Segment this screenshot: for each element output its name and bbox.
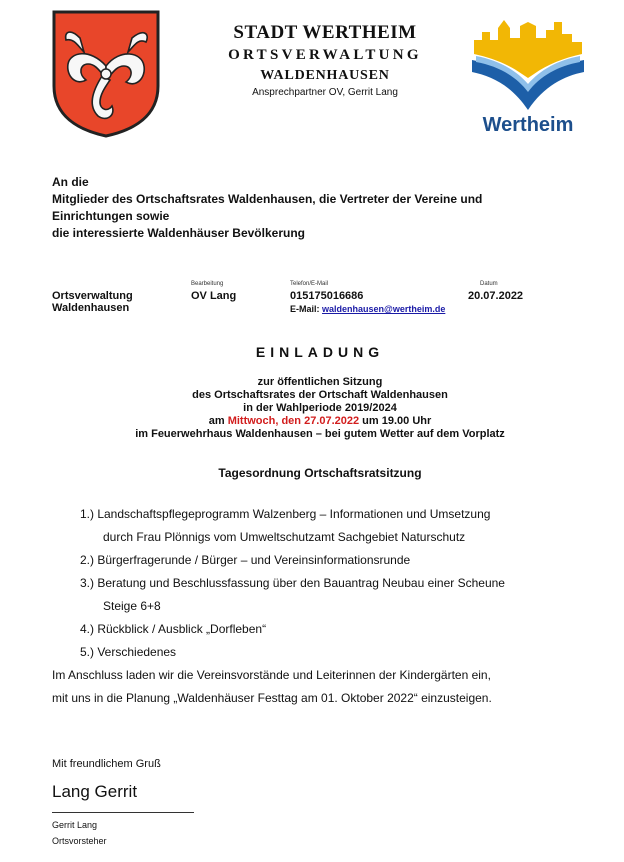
email-link[interactable]: waldenhausen@wertheim.de [322, 304, 446, 314]
org-block [52, 290, 133, 314]
address-line: Mitglieder des Ortschaftsrates Waldenhausen, die Vertreter der Vereine und [52, 192, 483, 206]
invitation-line: zur öffentlichen Sitzung [257, 376, 383, 388]
bearbeitung-value: OV Lang [191, 290, 237, 302]
wertheim-castle-icon [468, 12, 588, 112]
agenda-item: 1.) Landschaftspflegeprogramm Walzenberg – Informationen und Umsetzung [80, 507, 491, 521]
email-label: E-Mail: [290, 304, 320, 314]
invitation-title: EINLADUNG [255, 344, 385, 360]
address-block [52, 174, 482, 242]
date-suffix: um 19.00 Uhr [359, 415, 432, 427]
signature: Lang Gerrit [52, 782, 138, 801]
address-line: Einrichtungen sowie [52, 209, 170, 223]
wertheim-logo-text: Wertheim [482, 114, 574, 136]
agenda-item: 5.) Verschiedenes [80, 645, 177, 659]
agenda-item-cont: Steige 6+8 [103, 599, 161, 613]
header-village: WALDENHAUSEN [260, 68, 390, 83]
signature-line [52, 812, 194, 813]
telefon-label: Telefon/E-Mail [290, 281, 329, 287]
bearbeitung-label: Bearbeitung [191, 281, 224, 287]
agenda-item: 2.) Bürgerfragerunde / Bürger – und Vereinsinformationsrunde [80, 553, 411, 567]
invitation-date-line [60, 415, 580, 428]
invitation-line: in der Wahlperiode 2019/2024 [243, 402, 397, 414]
header-office: ORTSVERWALTUNG [228, 47, 422, 63]
org-line: Waldenhausen [52, 302, 130, 314]
greeting: Mit freundlichem Gruß [52, 758, 161, 770]
agenda-item-cont: durch Frau Plönnigs vom Umweltschutzamt Sachgebiet Naturschutz [103, 530, 466, 544]
agenda-title: Tagesordnung Ortschaftsratsitzung [218, 466, 422, 480]
closing-paragraph: Im Anschluss laden wir die Vereinsvorstände und Leiterinnen der Kindergärten ein, [52, 668, 491, 682]
address-line: die interessierte Waldenhäuser Bevölkerung [52, 226, 305, 240]
signer-name: Gerrit Lang [52, 820, 98, 830]
closing-paragraph: mit uns in die Planung „Waldenhäuser Festtag am 01. Oktober 2022“ einzusteigen. [52, 691, 492, 705]
invitation-location: im Feuerwehrhaus Waldenhausen – bei gutem Wetter auf dem Vorplatz [135, 428, 505, 440]
agenda-item: 3.) Beratung und Beschlussfassung über den Bauantrag Neubau einer Scheune [80, 576, 505, 590]
agenda-item: 4.) Rückblick / Ausblick „Dorfleben“ [80, 622, 267, 636]
header-contact: Ansprechpartner OV, Gerrit Lang [252, 87, 398, 98]
address-line: An die [52, 175, 89, 189]
invitation-line: des Ortschaftsrates der Ortschaft Waldenhausen [192, 389, 448, 401]
org-line: Ortsverwaltung [52, 290, 133, 302]
meeting-date: Mittwoch, den 27.07.2022 [227, 415, 360, 427]
datum-label: Datum [480, 281, 498, 287]
header-city: STADT WERTHEIM [233, 22, 417, 43]
coat-of-arms-icon [50, 8, 162, 138]
date-prefix: am [208, 415, 228, 427]
telefon-value: 015175016686 [290, 290, 364, 302]
signer-role: Ortsvorsteher [52, 836, 107, 846]
email-row [290, 304, 445, 314]
datum-value: 20.07.2022 [468, 290, 524, 302]
wertheim-logo [468, 12, 588, 140]
